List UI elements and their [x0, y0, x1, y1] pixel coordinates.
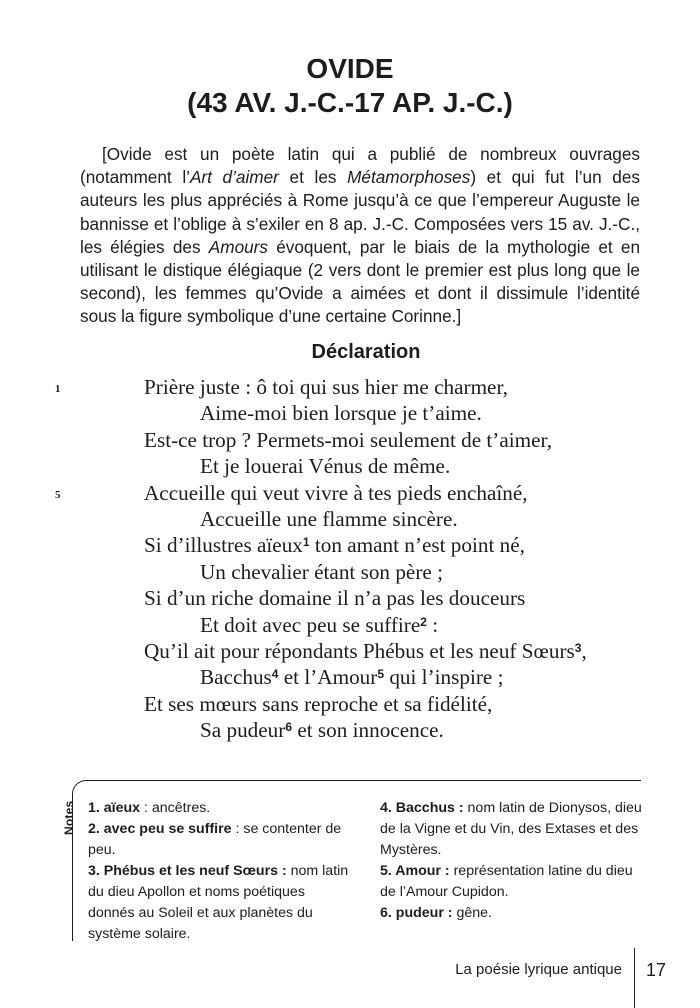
running-footer: La poésie lyrique antique [455, 961, 622, 978]
verse-line: Et ses mœurs sans reproche et sa fidélité, [144, 691, 493, 716]
line-number: 5 [55, 488, 61, 501]
note-ref: 4 [271, 667, 279, 682]
footer-divider [634, 948, 635, 1008]
verse-line: Si d’illustres aïeux$^1$ ton amant n’est point né, [144, 533, 525, 558]
poem [0, 374, 700, 743]
verse-line: Un chevalier étant son père ; [200, 559, 443, 584]
work-title: Métamorphoses [347, 167, 471, 188]
note-ref: 5 [377, 667, 385, 682]
verse-line: Est-ce trop ? Permets-moi seulement de t’aimer, [144, 427, 553, 452]
verse-line: Sa pudeur$^6$ et son innocence. [200, 718, 444, 743]
work-title: Art d’aimer [189, 167, 279, 188]
poem-title: Déclaration [311, 341, 421, 363]
verse-line: Si d’un riche domaine il n’a pas les douceurs [144, 586, 526, 611]
verse-line: Et je louerai Vénus de même. [200, 454, 451, 479]
verse-line: 1 Prière juste : ô toi qui sus hier me charmer, [0, 374, 700, 400]
notes-label: Notes [62, 800, 76, 835]
verse-line: Accueille une flamme sincère. [200, 506, 458, 531]
verse-line: Aime-moi bien lorsque je t’aime. [200, 401, 482, 426]
note-item: 2. avec peu se suffire : se contenter de peu. [88, 821, 342, 858]
page-title [0, 52, 700, 120]
note-ref: 2 [420, 614, 427, 629]
verse-line: Et doit avec peu se suffire$^2$ : [200, 612, 439, 637]
line-number: 1 [55, 383, 61, 395]
note-item: 4. Bacchus : nom latin de Dionysos, dieu de la Vigne et du Vin, des Extases et des Mystères. [380, 800, 642, 858]
page-number: 17 [646, 960, 667, 980]
verse-line: 5 Accueille qui veut vivre à tes pieds enchaîné, [0, 480, 700, 506]
notes-column-right [380, 798, 650, 924]
note-item: 6. pudeur : gêne. [380, 905, 492, 921]
work-title: Amours [208, 236, 268, 257]
intro-paragraph: [Ovide est un poète latin qui a publié de nombreux ouvrages (notamment l’Art d’aimer et les Métamorphoses) et qui fut l’un des auteurs les plus appréciés à Rome jusqu’à ce que l’empereur Auguste le bannisse et l’oblige à s’exiler en 8 ap. J.-C. Composées vers 15 av. J.-C., les élégies des Amours évoquent, par le biais de la mythologie et en utilisant le distique élégiaque (2 vers dont le premier est plus long que le second), les femmes qu’Ovide a aimées et dont il dissimule l’identité sous la figure symbolique d’une certaine Corinne.] [80, 144, 641, 327]
notes-column-left [88, 798, 350, 945]
author-dates: (43 AV. J.-C.-17 AP. J.-C.) [187, 87, 513, 118]
author-name: OVIDE [306, 53, 394, 84]
note-ref: 6 [285, 720, 293, 735]
note-ref: 1 [302, 535, 310, 550]
note-item: 5. Amour : représentation latine du dieu de l’Amour Cupidon. [380, 863, 633, 900]
note-item: 1. aïeux : ancêtres. [88, 800, 211, 816]
note-item: 3. Phébus et les neuf Sœurs : nom latin du dieu Apollon et noms poétiques donnés au Soleil et aux planètes du système solaire. [88, 863, 349, 942]
verse-line: Bacchus$^4$ et l’Amour$^5$ qui l’inspire ; [200, 665, 504, 690]
note-ref: 3 [574, 640, 582, 655]
verse-line: Qu’il ait pour répondants Phébus et les neuf Sœurs$^3$, [144, 638, 587, 663]
